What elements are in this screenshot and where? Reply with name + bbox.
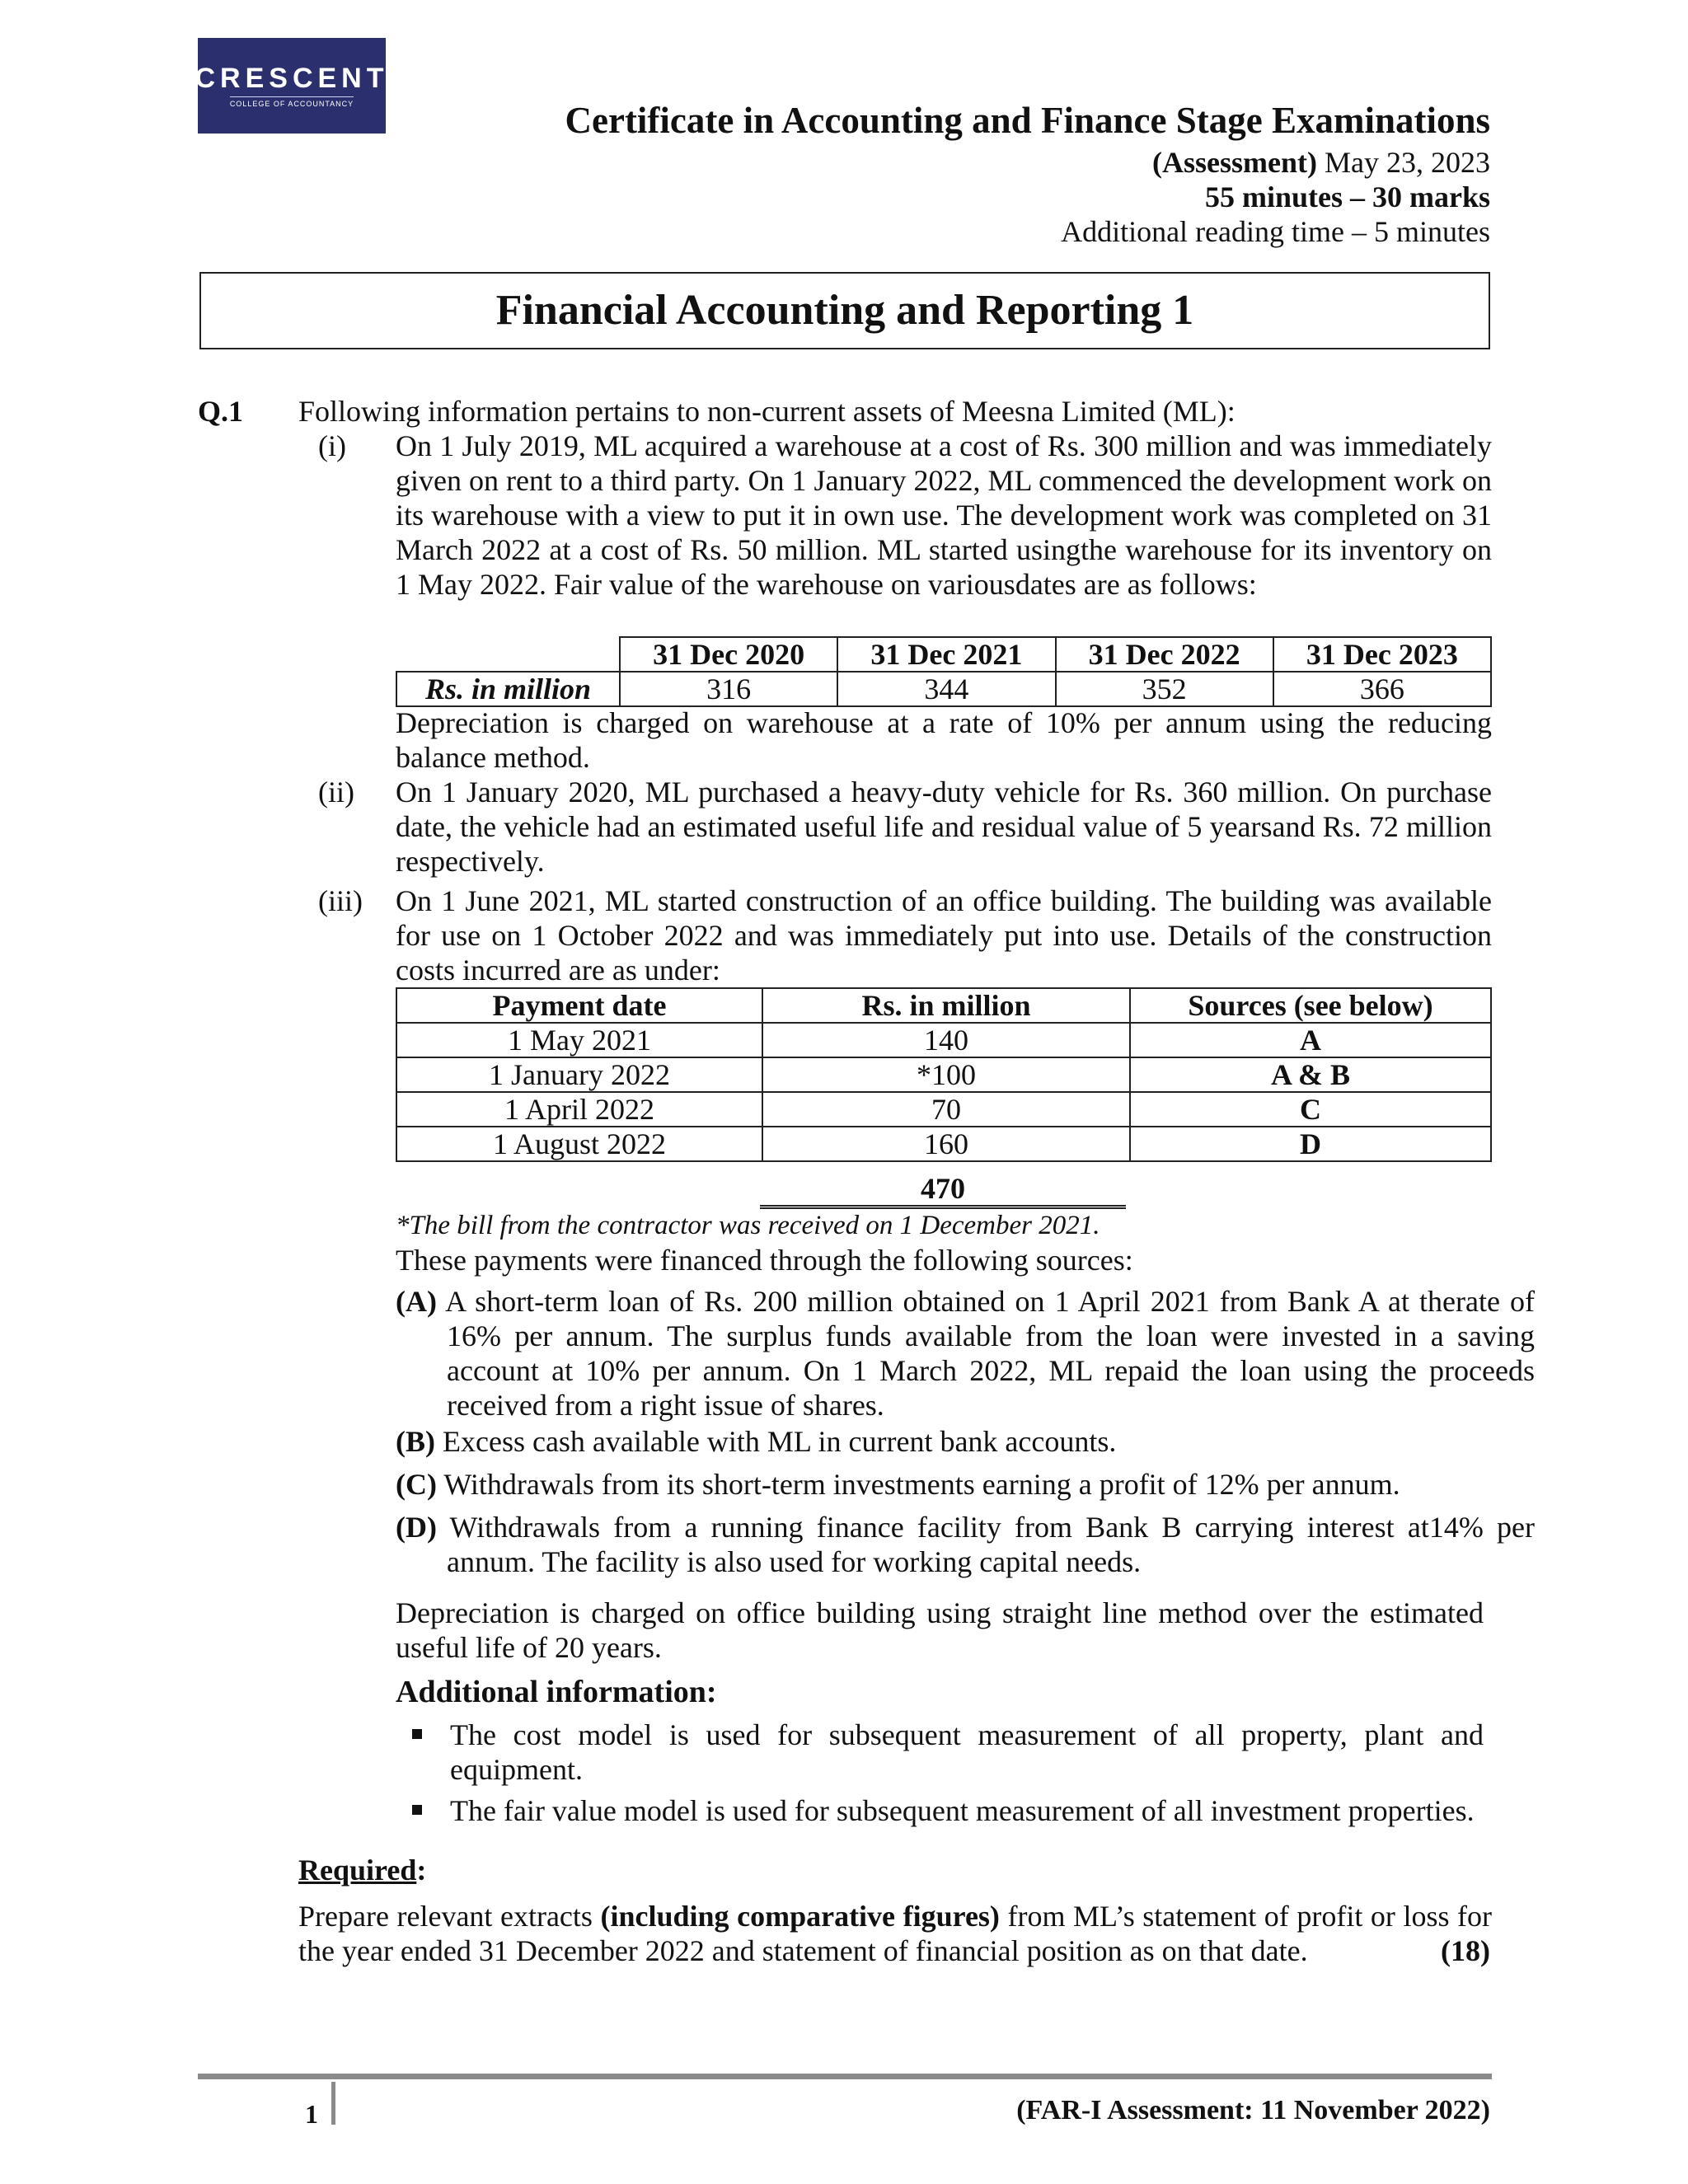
- source-label: (A): [396, 1285, 437, 1318]
- construction-cost-table: [396, 987, 1492, 1162]
- item-3-text: On 1 June 2021, ML started construction of an office building. The building was available for use on 1 October 2022 and was immediately put into use. Details of the construction costs incurred are as under:: [396, 884, 1492, 987]
- item-1-depreciation: Depreciation is charged on warehouse at a rate of 10% per annum using the reducing balance method.: [396, 706, 1492, 774]
- cost-amount: 70: [762, 1092, 1130, 1127]
- fair-value-header-row: [396, 637, 1491, 672]
- source-label: (B): [396, 1425, 435, 1458]
- bullet-square-icon: [412, 1805, 422, 1815]
- cost-source: A: [1130, 1023, 1491, 1057]
- cost-source: D: [1130, 1127, 1491, 1161]
- logo-subtitle: COLLEGE OF ACCOUNTANCY: [230, 96, 354, 109]
- fair-value-corner: [396, 637, 620, 672]
- cost-date: 1 August 2022: [396, 1127, 762, 1161]
- cost-source: A & B: [1130, 1057, 1491, 1092]
- fair-value-header: 31 Dec 2022: [1056, 637, 1273, 672]
- cost-amount: *100: [762, 1057, 1130, 1092]
- source-text: A short-term loan of Rs. 200 million obtained on 1 April 2021 from Bank A at therate of 16% per annum. The surplus funds available from the loan were invested in a saving account at 10% per annum. On 1 March 2022, ML repaid the loan using the proceeds received from a right issue of shares.: [445, 1285, 1536, 1422]
- cost-date: 1 May 2021: [396, 1023, 762, 1057]
- item-2-text: On 1 January 2020, ML purchased a heavy-duty vehicle for Rs. 360 million. On purchase date, the vehicle had an estimated useful life and residual value of 5 yearsand Rs. 72 million respectively.: [396, 776, 1492, 878]
- source-d: [396, 1510, 1535, 1579]
- footnote-mark: *: [396, 1211, 410, 1240]
- cost-header-row: [396, 988, 1491, 1023]
- page-number: 1: [305, 2099, 318, 2129]
- required-text-start: Prepare relevant extracts: [298, 1900, 601, 1933]
- required-heading: [298, 1853, 426, 1887]
- required-text: [298, 1899, 1492, 1968]
- exam-date: May 23, 2023: [1325, 146, 1490, 179]
- footer-divider: [331, 2082, 335, 2125]
- fair-value-row-label: Rs. in million: [396, 672, 620, 706]
- source-b: [396, 1424, 1535, 1459]
- cost-date: 1 April 2022: [396, 1092, 762, 1127]
- additional-bullet: [412, 1718, 1484, 1787]
- fair-value-header: 31 Dec 2021: [837, 637, 1055, 672]
- required-text-end: from ML’s statement of profit or loss for the year ended 31 December 2022 and statement of financial position as on that date.: [298, 1900, 1492, 1967]
- cost-header: Rs. in million: [762, 988, 1130, 1023]
- logo-name: CRESCENT: [195, 62, 389, 94]
- required-text-emphasis: (including comparative figures): [600, 1900, 1000, 1933]
- reading-time: Additional reading time – 5 minutes: [1061, 215, 1490, 248]
- fair-value-cell: 366: [1273, 672, 1491, 706]
- assessment-label: (Assessment): [1152, 146, 1317, 179]
- cost-date: 1 January 2022: [396, 1057, 762, 1092]
- fair-value-header: 31 Dec 2023: [1273, 637, 1491, 672]
- required-colon: :: [416, 1854, 427, 1886]
- cost-row: [396, 1023, 1491, 1057]
- additional-bullet: [412, 1793, 1484, 1828]
- subject-title: Financial Accounting and Reporting 1: [495, 287, 1194, 334]
- cost-source: C: [1130, 1092, 1491, 1127]
- item-1-numeral: (i): [318, 429, 346, 462]
- question-number: Q.1: [198, 395, 244, 428]
- source-a: [396, 1284, 1535, 1422]
- fair-value-cell: 316: [620, 672, 837, 706]
- item-2-numeral: (ii): [318, 776, 354, 808]
- bullet-square-icon: [412, 1729, 422, 1739]
- source-c: [396, 1467, 1535, 1502]
- bullet-text: The cost model is used for subsequent measurement of all property, plant and equipment.: [450, 1718, 1484, 1786]
- fair-value-row: [396, 672, 1491, 706]
- fair-value-cell: 352: [1056, 672, 1273, 706]
- item-1-text: [396, 429, 1492, 602]
- fair-value-table: [396, 636, 1492, 707]
- exam-title: Certificate in Accounting and Finance Stage Examinations: [565, 100, 1490, 141]
- required-label: Required: [298, 1854, 417, 1886]
- footnote-text: The bill from the contractor was received on 1 December 2021.: [409, 1211, 1100, 1240]
- source-label: (D): [396, 1511, 437, 1544]
- footer-rule: [198, 2074, 1492, 2079]
- cost-row: [396, 1092, 1491, 1127]
- additional-info-heading: Additional information:: [396, 1675, 717, 1709]
- cost-header: Payment date: [396, 988, 762, 1023]
- fair-value-cell: 344: [837, 672, 1055, 706]
- college-logo: [195, 38, 389, 134]
- exam-duration: 55 minutes – 30 marks: [1204, 180, 1490, 213]
- source-text: Withdrawals from its short-term investments earning a profit of 12% per annum.: [443, 1468, 1400, 1501]
- question-intro: Following information pertains to non-current assets of Meesna Limited (ML):: [298, 395, 1236, 428]
- source-text: Excess cash available with ML in current bank accounts.: [443, 1425, 1117, 1458]
- source-label: (C): [396, 1468, 437, 1501]
- item-3-depreciation: Depreciation is charged on office building using straight line method over the estimated useful life of 20 years.: [396, 1596, 1484, 1664]
- exam-date-line: [1152, 145, 1490, 180]
- cost-header: Sources (see below): [1130, 988, 1491, 1023]
- cost-amount: 160: [762, 1127, 1130, 1161]
- cost-amount: 140: [762, 1023, 1130, 1057]
- footnote: [396, 1208, 1100, 1243]
- sources-intro: These payments were financed through the following sources:: [396, 1244, 1133, 1277]
- footer-reference: (FAR-I Assessment: 11 November 2022): [1016, 2095, 1490, 2125]
- cost-row: [396, 1057, 1491, 1092]
- bullet-text: The fair value model is used for subsequent measurement of all investment properties.: [450, 1794, 1475, 1827]
- cost-total: 470: [760, 1172, 1126, 1209]
- required-marks: (18): [1441, 1934, 1490, 1967]
- fair-value-header: 31 Dec 2020: [620, 637, 837, 672]
- cost-row: [396, 1127, 1491, 1161]
- source-text: Withdrawals from a running finance facility from Bank B carrying interest at14% per annum. The facility is also used for working capital needs.: [447, 1511, 1535, 1578]
- subject-title-box: [199, 272, 1490, 349]
- item-3-numeral: (iii): [318, 884, 363, 917]
- item-1-paragraph: On 1 July 2019, ML acquired a warehouse at a cost of Rs. 300 million and was immediately given on rent to a third party. On 1 January 2022, ML commenced the development work on its warehouse with a view to put it in own use. The development work was completed on 31 March 2022 at a cost of Rs. 50 million. ML started usingthe warehouse for its inventory on 1 May 2022. Fair value of the warehouse on variousdates are as follows:: [396, 429, 1492, 601]
